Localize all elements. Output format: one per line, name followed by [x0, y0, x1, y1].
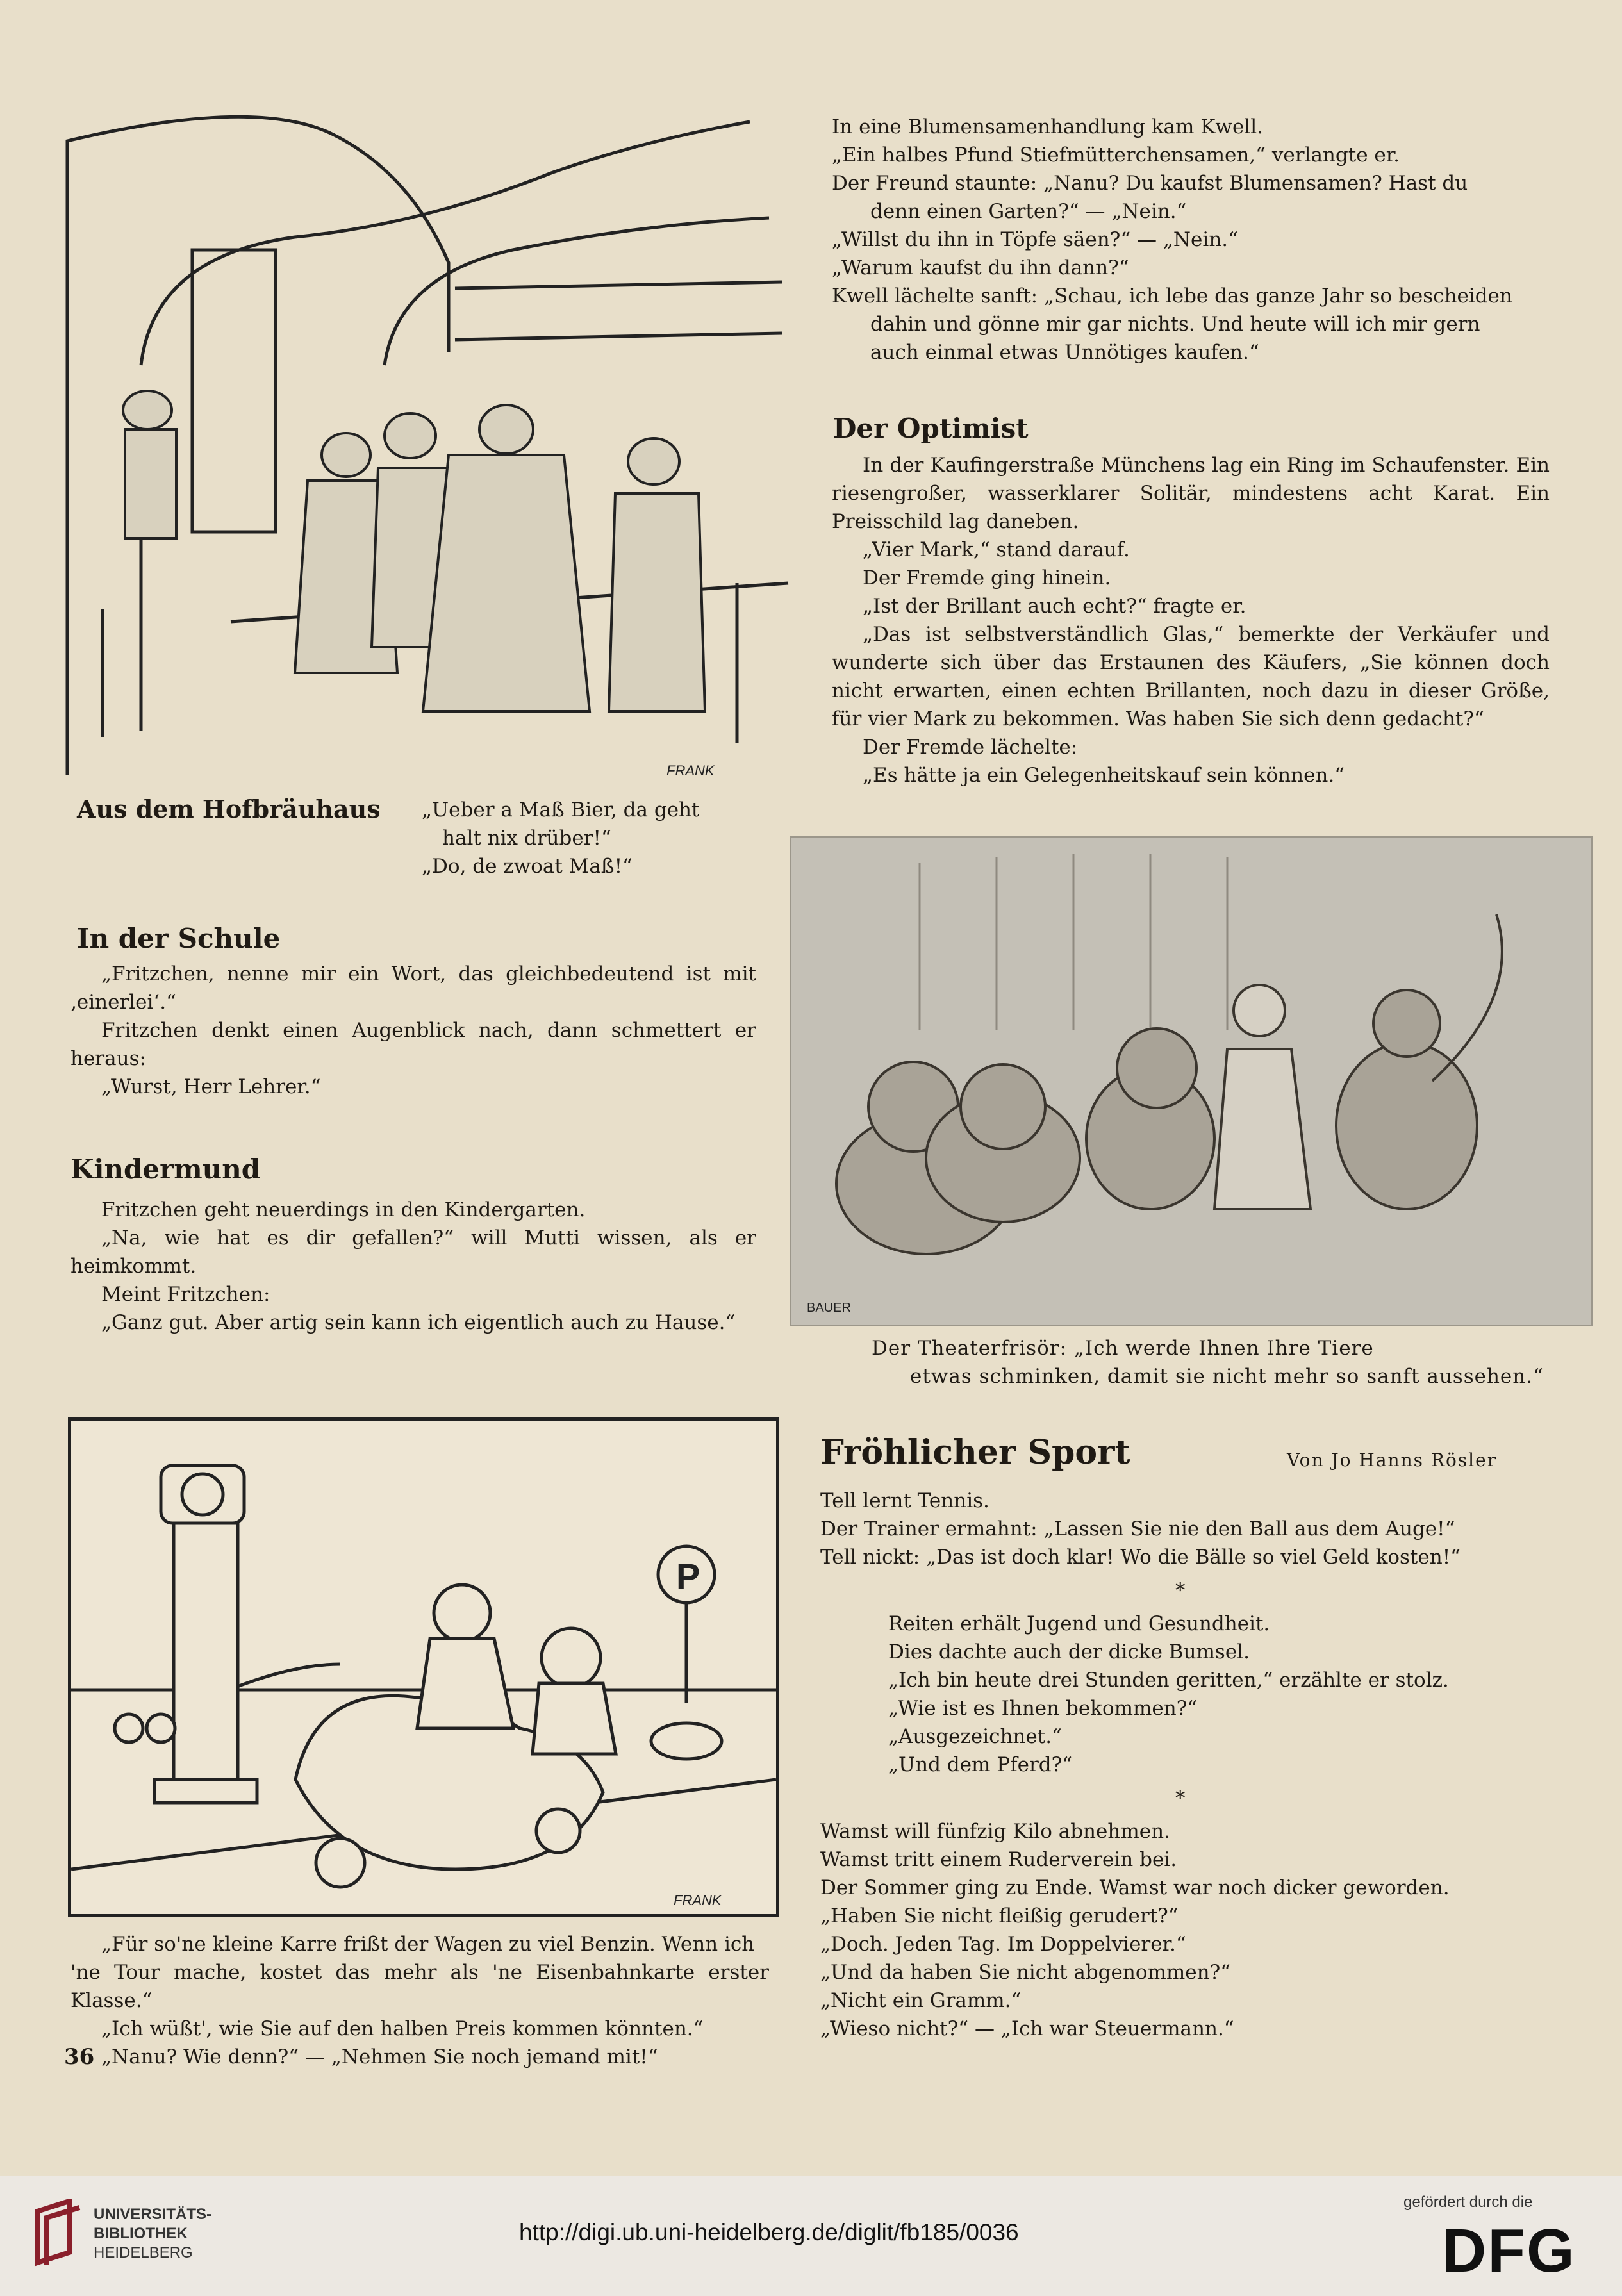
blumensamen-line-7: Kwell lächelte sanft: „Schau, ich lebe das ganze Jahr so bescheiden [832, 285, 1512, 308]
blumensamen-line-8: dahin und gönne mir gar nichts. Und heute will ich mir gern [870, 313, 1480, 336]
sport-title: Fröhlicher Sport [820, 1433, 1130, 1472]
benzin-signature: FRANK [674, 1892, 722, 1908]
funding-note: gefördert durch die [1403, 2193, 1533, 2211]
library-line-3: HEIDELBERG [94, 2244, 193, 2261]
sport-reiten-line-1: Reiten erhält Jugend und Gesundheit. [888, 1612, 1270, 1635]
kindermund-paragraph-4: „Ganz gut. Aber artig sein kann ich eigentlich auch zu Hause.“ [101, 1311, 736, 1334]
kindermund-paragraph-2: „Na, wie hat es dir gefallen?“ will Mutti wissen, als er heimkommt. [70, 1226, 756, 1278]
blumensamen-line-3: Der Freund staunte: „Nanu? Du kaufst Blumensamen? Hast du [832, 172, 1468, 195]
hofbraeuhaus-line-1: „Ueber a Maß Bier, da geht [422, 798, 700, 822]
kindermund-paragraph-1: Fritzchen geht neuerdings in den Kindergarten. [101, 1198, 586, 1221]
library-logo-icon [31, 2199, 86, 2270]
sport-rudern-line-2: Wamst tritt einem Ruderverein bei. [820, 1848, 1177, 1871]
optimist-body [832, 451, 1550, 789]
sport-tennis-line-1: Tell lernt Tennis. [820, 1489, 989, 1512]
blumensamen-line-5: „Willst du ihn in Töpfe säen?“ — „Nein.“ [832, 228, 1238, 251]
schule-title: In der Schule [77, 923, 281, 954]
sport-rudern-line-3: Der Sommer ging zu Ende. Wamst war noch dicker geworden. [820, 1876, 1450, 1899]
blumensamen-line-6: „Warum kaufst du ihn dann?“ [832, 256, 1129, 279]
sport-rudern-line-8: „Wieso nicht?“ — „Ich war Steuermann.“ [820, 2017, 1234, 2040]
sport-rudern-line-5: „Doch. Jeden Tag. Im Doppelvierer.“ [820, 1933, 1186, 1956]
benzin-caption-line-4: „Nanu? Wie denn?“ — „Nehmen Sie noch jemand mit!“ [101, 2045, 658, 2069]
theater-caption-line-1: Der Theaterfrisör: „Ich werde Ihnen Ihre Tiere [872, 1337, 1374, 1360]
hofbraeuhaus-line-2: halt nix drüber!“ [442, 827, 611, 850]
sport-rudern [820, 1817, 1551, 2043]
sport-reiten-line-3: „Ich bin heute drei Stunden geritten,“ erzählte er stolz. [888, 1669, 1449, 1692]
schule-paragraph-2: Fritzchen denkt einen Augenblick nach, dann schmettert er heraus: [70, 1019, 756, 1070]
source-url-link[interactable]: http://digi.ub.uni-heidelberg.de/diglit/fb185/0036 [519, 2219, 1019, 2245]
blumensamen-line-1: In eine Blumensamenhandlung kam Kwell. [832, 115, 1263, 138]
theater-caption [872, 1334, 1564, 1391]
kindermund-body [70, 1196, 756, 1337]
optimist-paragraph-1: In der Kaufingerstraße Münchens lag ein Ring im Schaufenster. Ein riesengroßer, wasserklarer Solitär, mindestens acht Karat. Ein Preisschild lag daneben. [832, 454, 1550, 533]
theater-signature: BAUER [807, 1301, 851, 1315]
optimist-paragraph-5: „Das ist selbstverständlich Glas,“ bemerkte der Verkäufer und wunderte sich über das Erstaunen des Käufers, „Sie können doch nicht erwarten, einen echten Brillanten, noch dazu in dieser Größe, für vier Mark zu bekommen. Was haben Sie sich denn gedacht?“ [832, 623, 1550, 731]
optimist-paragraph-4: „Ist der Brillant auch echt?“ fragte er. [863, 595, 1246, 618]
theater-caption-line-2: etwas schminken, damit sie nicht mehr so sanft aussehen.“ [910, 1365, 1544, 1388]
hofbraeuhaus-illustration [64, 96, 795, 782]
benzin-caption-line-3: „Ich wüßt', wie Sie auf den halben Preis kommen könnten.“ [101, 2017, 704, 2040]
sport-separator-2: * [1175, 1787, 1186, 1810]
optimist-paragraph-7: „Es hätte ja ein Gelegenheitskauf sein können.“ [863, 764, 1345, 787]
schule-paragraph-1: „Fritzchen, nenne mir ein Wort, das gleichbedeutend ist mit ‚einerlei‘.“ [70, 962, 756, 1014]
sport-separator-1: * [1175, 1579, 1186, 1602]
optimist-paragraph-6: Der Fremde lächelte: [863, 736, 1078, 759]
hofbraeuhaus-line-3: „Do, de zwoat Maß!“ [422, 855, 633, 878]
library-name [94, 2205, 211, 2263]
sport-rudern-line-1: Wamst will fünfzig Kilo abnehmen. [820, 1820, 1170, 1843]
sport-reiten [888, 1610, 1555, 1779]
schule-body [70, 960, 756, 1101]
sport-rudern-line-4: „Haben Sie nicht fleißig gerudert?“ [820, 1904, 1179, 1928]
library-line-1: UNIVERSITÄTS- [94, 2206, 212, 2223]
blumensamen-line-2: „Ein halbes Pfund Stiefmütterchensamen,“ verlangte er. [832, 144, 1400, 167]
benzin-caption-line-2: 'ne Tour mache, kostet das mehr als 'ne Eisenbahnkarte erster Klasse.“ [70, 1961, 769, 2012]
sport-rudern-line-7: „Nicht ein Gramm.“ [820, 1989, 1022, 2012]
sport-byline: Von Jo Hanns Rösler [1287, 1449, 1498, 1471]
benzin-illustration [71, 1421, 776, 1914]
sport-reiten-line-2: Dies dachte auch der dicke Bumsel. [888, 1640, 1250, 1664]
blumensamen-line-4: denn einen Garten?“ — „Nein.“ [870, 200, 1187, 223]
sport-tennis-line-2: Der Trainer ermahnt: „Lassen Sie nie den Ball aus dem Auge!“ [820, 1517, 1455, 1540]
sport-reiten-line-6: „Und dem Pferd?“ [888, 1753, 1073, 1776]
schule-paragraph-3: „Wurst, Herr Lehrer.“ [101, 1075, 321, 1098]
optimist-paragraph-3: Der Fremde ging hinein. [863, 566, 1111, 590]
benzin-illustration-frame [68, 1417, 779, 1917]
kindermund-title: Kindermund [70, 1153, 261, 1185]
library-line-2: BIBLIOTHEK [94, 2225, 188, 2242]
optimist-title: Der Optimist [833, 413, 1029, 444]
hofbraeuhaus-signature: FRANK [666, 763, 715, 779]
blumensamen-line-9: auch einmal etwas Unnötiges kaufen.“ [870, 341, 1259, 364]
digitization-footer [0, 2176, 1622, 2296]
sport-tennis-line-3: Tell nickt: „Das ist doch klar! Wo die Bälle so viel Geld kosten!“ [820, 1546, 1461, 1569]
dfg-logo: DFG [1442, 2217, 1576, 2285]
page-number: 36 [64, 2044, 95, 2070]
blumensamen-block [832, 113, 1550, 367]
hofbraeuhaus-title: Aus dem Hofbräuhaus [77, 795, 381, 823]
benzin-caption-line-1: „Für so'ne kleine Karre frißt der Wagen zu viel Benzin. Wenn ich [101, 1933, 755, 1956]
benzin-caption [70, 1930, 769, 2071]
optimist-paragraph-2: „Vier Mark,“ stand darauf. [863, 538, 1130, 561]
sport-reiten-line-4: „Wie ist es Ihnen bekommen?“ [888, 1697, 1198, 1720]
theater-illustration [791, 838, 1591, 1325]
sport-reiten-line-5: „Ausgezeichnet.“ [888, 1725, 1062, 1748]
theater-illustration-frame [790, 836, 1593, 1326]
parking-sign-letter: P [676, 1556, 700, 1596]
sport-rudern-line-6: „Und da haben Sie nicht abgenommen?“ [820, 1961, 1231, 1984]
sport-tennis [820, 1487, 1551, 1571]
kindermund-paragraph-3: Meint Fritzchen: [101, 1283, 270, 1306]
